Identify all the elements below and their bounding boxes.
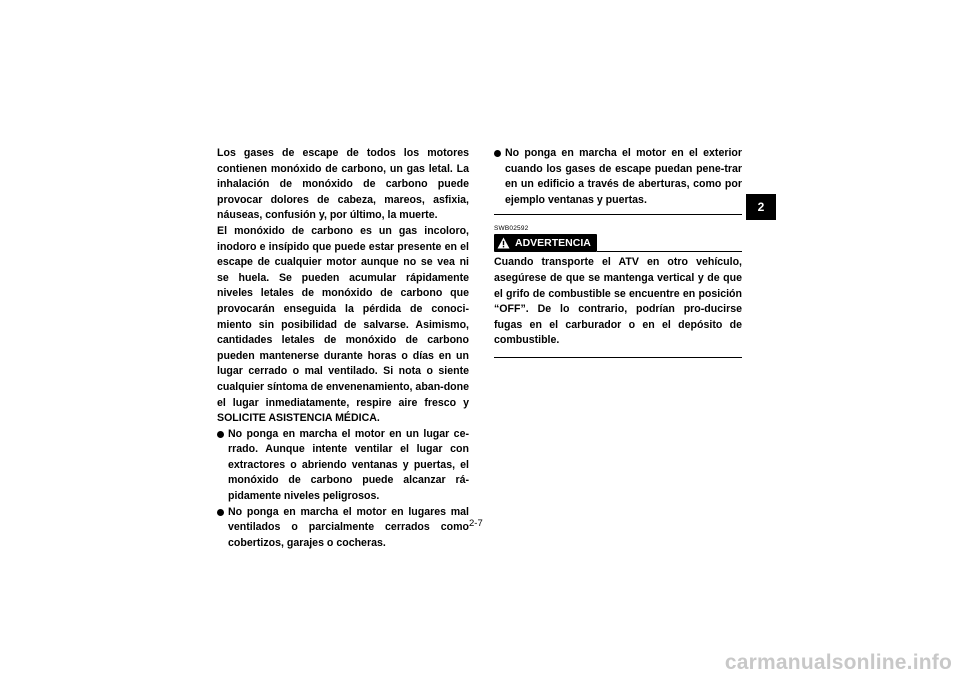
list-item: [217, 427, 469, 505]
page-number: 2-7: [469, 518, 483, 529]
list-item: [494, 146, 742, 208]
bullet-icon: [217, 509, 224, 516]
list-item: [217, 505, 469, 552]
warning-triangle-icon: [497, 237, 510, 249]
carbon-monoxide-paragraph: El monóxido de carbono es un gas incoloro, inodoro e insípido que puede estar presente en el escape de cualquier motor aunque no se vea ni se huela. Se pueden acumular rápidamente niveles letales de monóxido de carbono que provocarán enseguida la pérdida de conoci-miento sin posibilidad de salvarse. Asimismo, cantidades letales de monóxido de carbono pueden mantenerse durante horas o días en un lugar cerrado o mal ventilado. Si nota o siente cualquier síntoma de envenenamiento, aban-done el lugar inmediatamente, respire aire fresco y SOLICITE ASISTENCIA MÉDICA.: [217, 224, 469, 425]
list-item-text: No ponga en marcha el motor en lugares mal ventilados o parcialmente cerrados como cobertizos, garajes o cocheras.: [228, 505, 469, 549]
warning-intro-paragraph: Los gases de escape de todos los motores contienen monóxido de carbono, un gas letal. La inhalación de monóxido de carbono puede provocar dolores de cabeza, mareos, asfixia, náuseas, confusión y, por último, la muerte.: [217, 147, 469, 222]
list-item-text: No ponga en marcha el motor en un lugar ce-rrado. Aunque intente ventilar el lugar con extractores o abriendo ventanas y puertas, el monóxido de carbono puede alcanzar rá-pidamente niveles peligrosos.: [228, 427, 469, 503]
warning-badge: [494, 234, 597, 252]
warning-header: [494, 234, 742, 252]
warning-label: ADVERTENCIA: [515, 236, 591, 249]
section-divider: [494, 214, 742, 215]
watermark: carmanualsonline.info: [724, 651, 952, 674]
warning-code: SWB02592: [494, 225, 529, 233]
warning-header-line: [597, 251, 742, 252]
right-column: [494, 146, 742, 358]
warning-end-divider: [494, 357, 742, 358]
left-column: [217, 146, 469, 551]
chapter-tab: 2: [746, 194, 776, 220]
list-item-text: No ponga en marcha el motor en el exterior cuando los gases de escape puedan pene-trar en un edificio a través de aberturas, como por ejemplo ventanas y puertas.: [505, 147, 742, 206]
bullet-icon: [494, 150, 501, 157]
warning-text: Cuando transporte el ATV en otro vehículo, asegúrese de que se mantenga vertical y de que el grifo de combustible se encuentre en posición “OFF”. De lo contrario, podrían pro-ducirse fugas en el carburador o en el depósito de combustible.: [494, 256, 742, 347]
bullet-icon: [217, 431, 224, 438]
